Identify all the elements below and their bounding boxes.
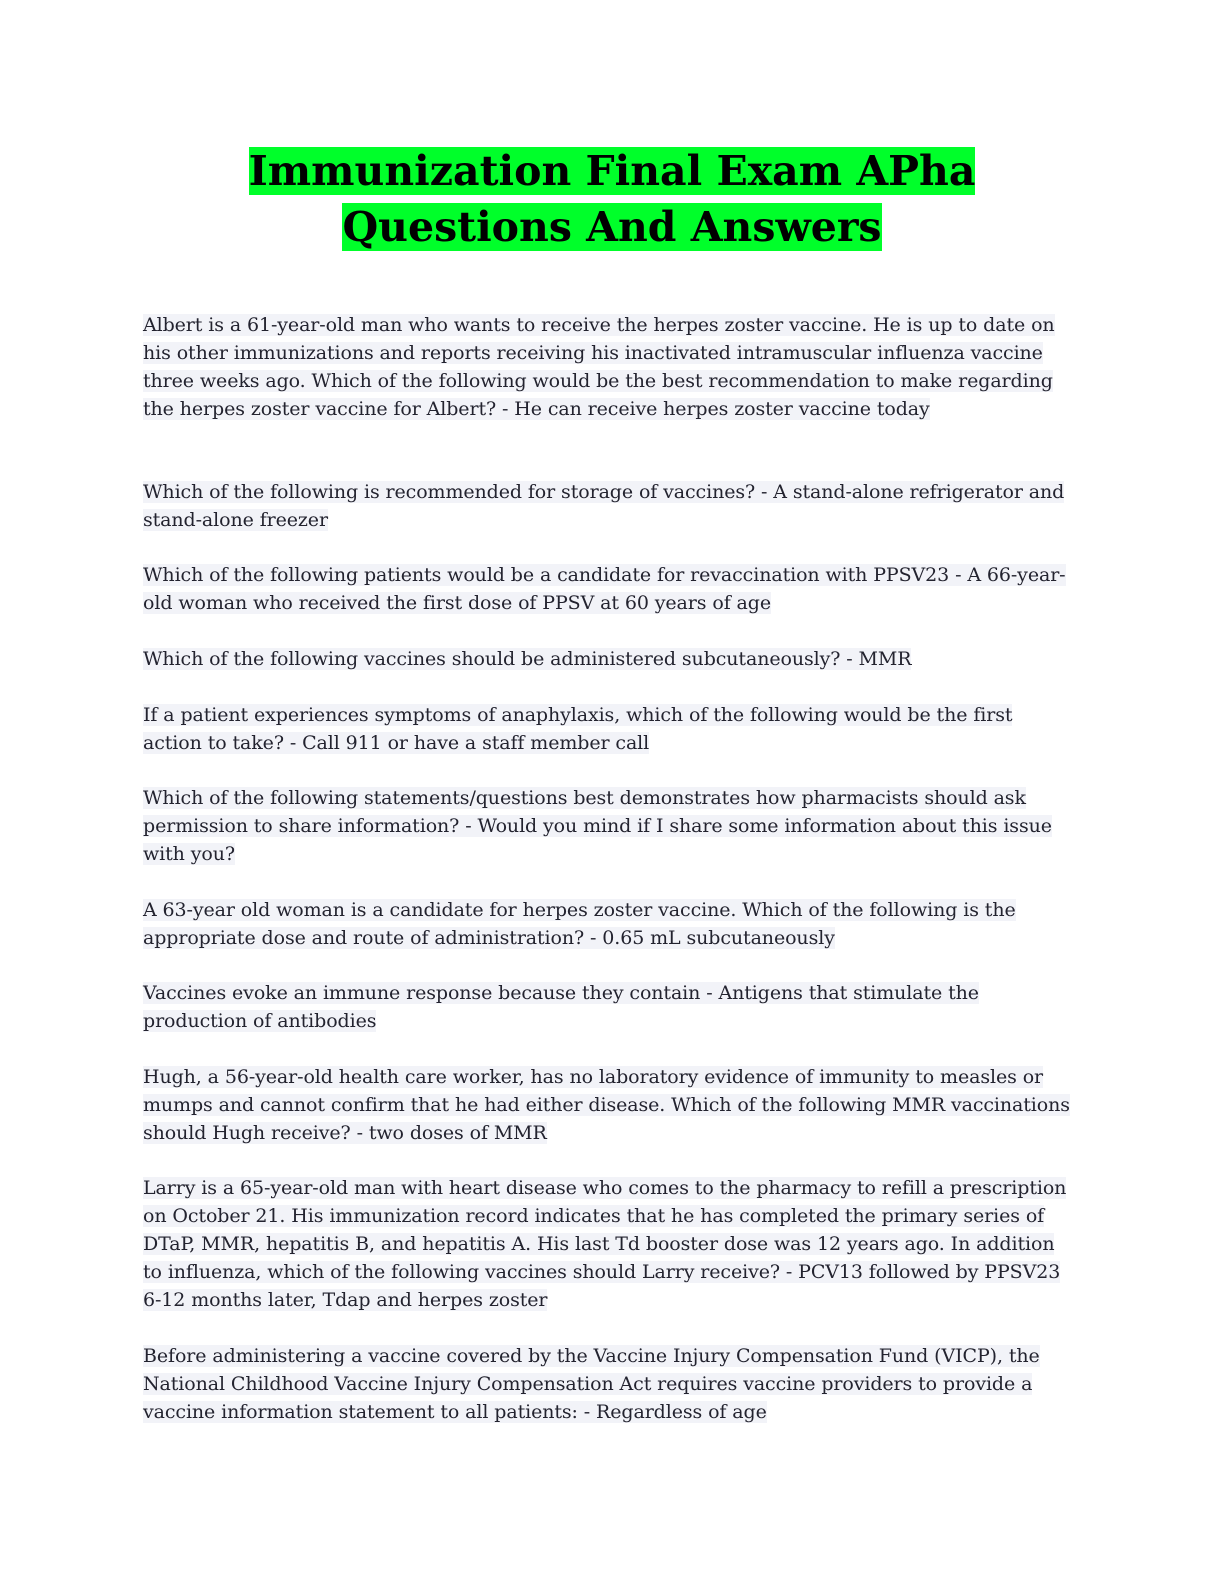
qa-item-text: If a patient experiences symptoms of anaphylaxis, which of the following would be the first action to take? - Call 911 or have a staff member call: [143, 704, 1013, 754]
qa-item: [143, 1063, 1073, 1147]
page-title: [130, 143, 1094, 255]
qa-item: [143, 784, 1073, 868]
qa-item: [143, 478, 1073, 534]
qa-item: [143, 896, 1073, 952]
qa-item-text: Which of the following statements/questions best demonstrates how pharmacists should ask permission to share information? - Would you mind if I share some information about this issue with you?: [143, 787, 1052, 865]
qa-item: [143, 1342, 1073, 1426]
qa-item: [143, 979, 1073, 1035]
qa-item: [143, 645, 1073, 673]
qa-item-text: Which of the following vaccines should be administered subcutaneously? - MMR: [143, 648, 912, 670]
qa-item-text: Larry is a 65-year-old man with heart disease who comes to the pharmacy to refill a prescription on October 21. His immunization record indicates that he has completed the primary series of DTaP, MMR, hepatitis B, and hepatitis A. His last Td booster dose was 12 years ago. In addition to influenza, which of the following vaccines should Larry receive? - PCV13 followed by PPSV23 6-12 months later, Tdap and herpes zoster: [143, 1177, 1067, 1311]
qa-item-text: Hugh, a 56-year-old health care worker, has no laboratory evidence of immunity to measles or mumps and cannot confirm that he had either disease. Which of the following MMR vaccinations should Hugh receive? - two doses of MMR: [143, 1066, 1070, 1144]
qa-item-text: A 63-year old woman is a candidate for herpes zoster vaccine. Which of the following is the appropriate dose and route of administration? - 0.65 mL subcutaneously: [143, 899, 1016, 949]
qa-item-text: Albert is a 61-year-old man who wants to receive the herpes zoster vaccine. He is up to date on his other immunizations and reports receiving his inactivated intramuscular influenza vaccine three weeks ago. Which of the following would be the best recommendation to make regarding the herpes zoster vaccine for Albert? - He can receive herpes zoster vaccine today: [143, 314, 1055, 420]
qa-item-text: Which of the following patients would be a candidate for revaccination with PPSV23 - A 66-year-old woman who received the first dose of PPSV at 60 years of age: [143, 564, 1066, 614]
page-title-text: Immunization Final Exam APha Questions And Answers: [248, 147, 976, 251]
qa-item: [143, 311, 1073, 423]
qa-item: [143, 1174, 1073, 1314]
qa-item-text: Before administering a vaccine covered by the Vaccine Injury Compensation Fund (VICP), the National Childhood Vaccine Injury Compensation Act requires vaccine providers to provide a vaccine information statement to all patients: - Regardless of age: [143, 1345, 1040, 1423]
qa-item: [143, 701, 1073, 757]
qa-item-text: Vaccines evoke an immune response because they contain - Antigens that stimulate the production of antibodies: [143, 982, 979, 1032]
qa-item: [143, 561, 1073, 617]
qa-item-text: Which of the following is recommended for storage of vaccines? - A stand-alone refrigerator and stand-alone freezer: [143, 481, 1065, 531]
